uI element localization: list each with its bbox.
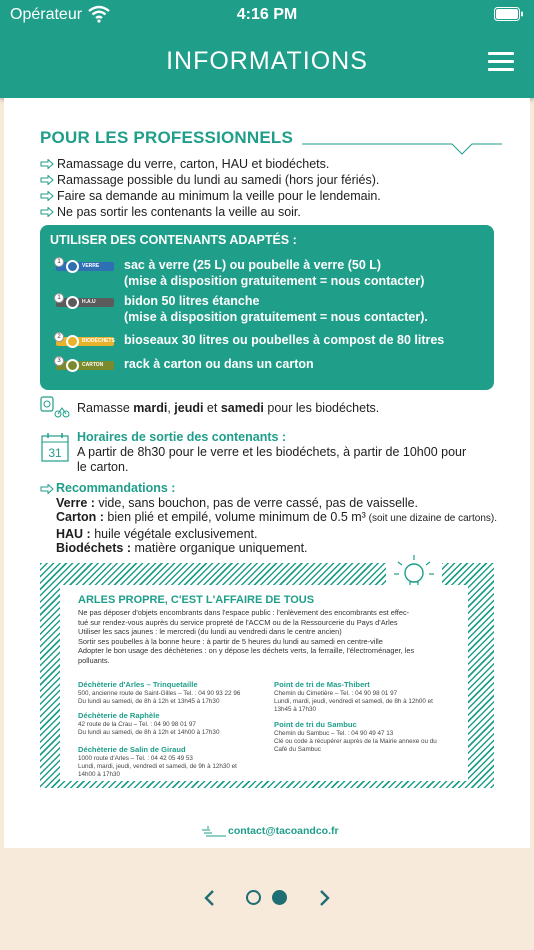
calendar-number: 31 [48,446,62,460]
arrow-right-icon [40,175,54,185]
site-mas-thibert: Point de tri de Mas-Thibert Chemin du Cimetière – Tel. : 04 90 98 01 97 Lundi, mardi, jeudi, vendredi et samedi, de 8h à 12h00 et 13h45 à 17h30 [274,680,433,713]
cardboard-bin-icon [54,356,116,374]
arles-title: ARLES PROPRE, C'EST L'AFFAIRE DE TOUS [78,594,315,606]
list-item: Faire sa demande au minimum la veille pour le lendemain. [40,188,520,204]
list-item: Ramassage possible du lundi au samedi (hors jour fériés). [40,172,520,188]
containers-title: UTILISER DES CONTENANTS ADAPTÉS : [50,233,297,247]
recommendation-item: Biodéchets : matière organique uniquement. [56,541,308,555]
title-underline-decoration [302,128,502,158]
list-item: Ne pas sortir les contenants la veille au soir. [40,204,520,220]
container-row-glass [54,257,424,289]
arrow-right-icon [40,191,54,201]
site-raphele: Déchèterie de Raphèle 42 route de la Crau – Tel. : 04 90 98 01 97 Du lundi au samedi, de 8h à 12h et 14h00 à 17h30 [78,711,220,736]
container-number: 1 [54,257,64,267]
container-number: 2 [54,332,64,342]
section-title: POUR LES PROFESSIONNELS [40,128,294,147]
container-text: bidon 50 litres étanche (mise à disposition gratuitement = nous contacter). [124,294,428,324]
container-number: 1 [54,293,64,303]
glass-bin-icon [54,257,116,275]
container-text: bioseaux 30 litres ou poubelles à compost de 80 litres [124,333,445,347]
recommendation-item: Carton : bien plié et empilé, volume minimum de 0.5 m³ (soit une dizaine de cartons). [56,510,498,524]
recommendation-item: Verre : vide, sans bouchon, pas de verre cassé, pas de vaisselle. [56,495,419,510]
container-bar: VERRE [56,262,114,271]
container-text: sac à verre (25 L) ou poubelle à verre (50 L) (mise à disposition gratuitement = nous contacter) [124,258,425,288]
arles-propre-panel [40,563,494,788]
containers-box [40,225,494,390]
container-row-hau [54,293,428,325]
battery-icon [494,7,524,21]
container-row-biowaste [54,332,444,350]
site-salin-de-giraud: Déchèterie de Salin de Giraud 1000 route d'Arles – Tel. : 04 42 05 49 53 Lundi, mardi, jeudi, vendredi et samedi, de 9h à 12h30 et 14h00 à 17h30 [78,745,237,778]
arles-propre-content [60,585,468,781]
truck-bike-icon [40,396,70,418]
clock: 4:16 PM [236,6,298,23]
site-trinquetaille: Déchèterie d'Arles – Trinquetaille 500, ancienne route de Saint-Gilles – Tel. : 04 90 93 22 96 Du lundi au samedi, de 8h à 12h et 13h45 à 17h30 [78,680,241,705]
arrow-right-icon [40,484,54,494]
hamburger-menu-icon[interactable] [488,52,514,72]
schedule-info: Horaires de sortie des contenants : A partir de 8h30 pour le verre et les biodéchets, à partir de 10h00 pour le carton. [77,430,467,474]
container-bar: CARTON [56,361,114,370]
carrier-name: Opérateur [10,6,83,23]
container-number: 3 [54,356,64,366]
professional-bullets [40,156,520,220]
info-document [4,98,530,848]
chevron-left-icon[interactable] [200,888,220,908]
arrow-right-icon [40,207,54,217]
delivery-bike-icon [202,825,228,837]
contact-email[interactable]: contact@tacoandco.fr [202,825,339,837]
recommendations: Recommandations : Verre : vide, sans bouchon, pas de verre cassé, pas de vaisselle. Carton : bien plié et empilé, volume minimum de 0.5 m³ (soit une dizaine de cartons). HAU : huile végétale exclusivement. Biodéchets : matière organique uniquement. [56,481,498,555]
status-bar [0,0,534,30]
list-item: Ramassage du verre, carton, HAU et biodéchets. [40,156,520,172]
container-bar: H.A.U [56,298,114,307]
page-title: INFORMATIONS [166,47,368,75]
container-row-cardboard [54,356,314,374]
oil-bin-icon [54,293,116,311]
arrow-right-icon [40,159,54,169]
app-header [0,0,534,98]
container-text: rack à carton ou dans un carton [124,357,314,371]
recommendation-item: HAU : huile végétale exclusivement. [56,526,258,541]
page-pager [0,886,534,910]
chevron-right-icon[interactable] [314,888,334,908]
page-dot-1[interactable] [246,890,261,905]
container-bar: BIODÉCHETS [56,337,114,346]
arles-body: Ne pas déposer d'objets encombrants dans l'espace public : l'enlèvement des encombrants est effec- tué sur rendez-vous auprès du service propreté de l'ACCM ou de la Ressourcerie du Pays d'Arles Utiliser les sacs jaunes : le mercredi (du lundi au vendredi dans le centre ancien) Sortir ses poubelles à la bonne heure : à partir de 5 heures du lundi au samedi en centre-ville Adopter le bon usage des déchèteries : on y dépose les déchets verts, la ferraille, l'électroménager, les polluants. [78,608,415,665]
page-dot-2-active[interactable] [272,890,287,905]
pickup-days: Ramasse mardi, jeudi et samedi pour les biodéchets. [77,401,380,415]
biowaste-bin-icon [54,332,116,350]
calendar-icon [41,432,69,462]
site-sambuc: Point de tri du Sambuc Chemin du Sambuc – Tel. : 04 90 49 47 13 Clé ou code à récupérer auprès de la Mairie annexe ou du Café du Sambuc [274,720,437,753]
